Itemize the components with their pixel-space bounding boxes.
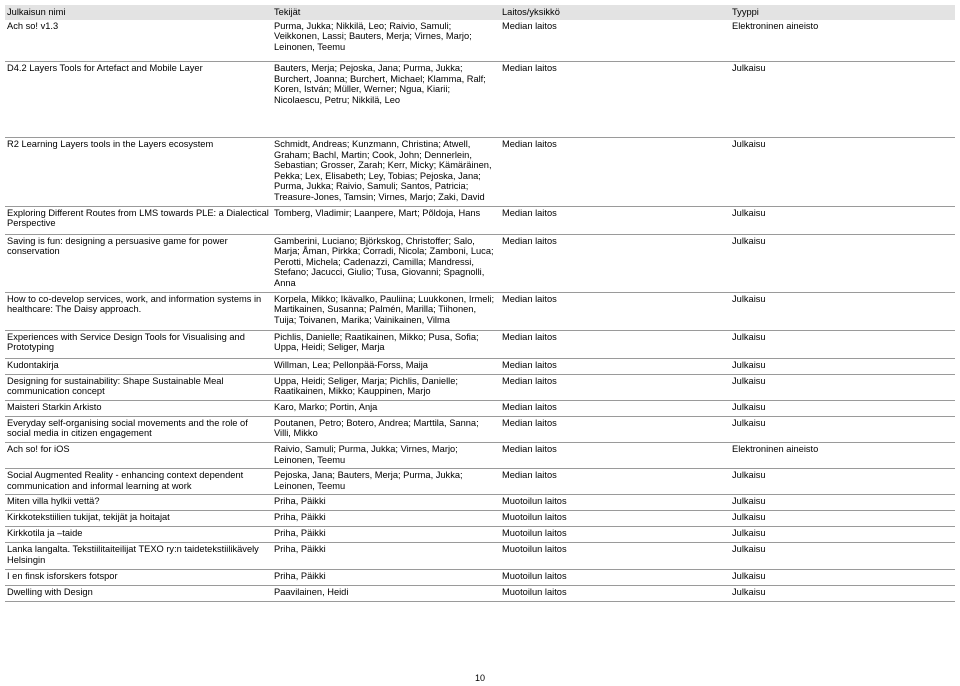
cell-title: Lanka langalta. Tekstiilitaiteilijat TEXO ry:n taidetekstiilikävely Helsingin bbox=[7, 544, 259, 565]
page-number: 10 bbox=[474, 673, 485, 683]
cell-unit: Median laitos bbox=[502, 444, 557, 455]
table-row bbox=[5, 234, 955, 292]
cell-type: Julkaisu bbox=[732, 586, 766, 597]
cell-title: Social Augmented Reality - enhancing context dependent communication and informal learning at work bbox=[7, 470, 244, 491]
cell-authors: Raivio, Samuli; Purma, Jukka; Virnes, Marjo; Leinonen, Teemu bbox=[274, 444, 458, 465]
cell-type: Julkaisu bbox=[732, 496, 766, 507]
cell-title: Kirkkotila ja –taide bbox=[7, 528, 83, 539]
cell-unit: Median laitos bbox=[502, 63, 557, 74]
cell-unit: Muotoilun laitos bbox=[502, 496, 567, 507]
cell-unit: Median laitos bbox=[502, 470, 557, 481]
table-body bbox=[5, 20, 955, 602]
cell-unit: Muotoilun laitos bbox=[502, 586, 567, 597]
cell-title: R2 Learning Layers tools in the Layers ecosystem bbox=[7, 139, 214, 150]
cell-title: Kirkkotekstiilien tukijat, tekijät ja hoitajat bbox=[7, 512, 170, 523]
cell-unit: Median laitos bbox=[502, 359, 557, 370]
cell-authors: Priha, Päikki bbox=[274, 512, 326, 523]
table-row bbox=[5, 585, 955, 601]
cell-title: Designing for sustainability: Shape Sustainable Meal communication concept bbox=[7, 375, 224, 397]
table-row bbox=[5, 469, 955, 495]
cell-authors: Tomberg, Vladimir; Laanpere, Mart; Põldoja, Hans bbox=[274, 207, 481, 218]
cell-type: Julkaisu bbox=[732, 470, 766, 481]
cell-unit: Muotoilun laitos bbox=[502, 512, 567, 523]
table-row bbox=[5, 292, 955, 330]
cell-unit: Muotoilun laitos bbox=[502, 570, 567, 581]
header-unit: Laitos/yksikkö bbox=[500, 5, 730, 20]
table-row bbox=[5, 374, 955, 400]
cell-authors: Priha, Päikki bbox=[274, 544, 326, 555]
cell-title: Ach so! for iOS bbox=[7, 444, 70, 455]
cell-type: Julkaisu bbox=[732, 235, 766, 246]
cell-title: Everyday self-organising social movements and the role of social media in citizen engagement bbox=[7, 417, 248, 439]
table-row bbox=[5, 527, 955, 543]
cell-unit: Median laitos bbox=[502, 417, 557, 428]
cell-unit: Median laitos bbox=[502, 139, 557, 150]
cell-unit: Median laitos bbox=[502, 401, 557, 412]
cell-type: Julkaisu bbox=[732, 512, 766, 523]
cell-unit: Muotoilun laitos bbox=[502, 544, 567, 555]
table-row bbox=[5, 495, 955, 511]
table-row bbox=[5, 20, 955, 62]
cell-type: Julkaisu bbox=[732, 359, 766, 370]
cell-type: Julkaisu bbox=[732, 63, 766, 74]
cell-title: Maisteri Starkin Arkisto bbox=[7, 401, 102, 412]
table-row bbox=[5, 400, 955, 416]
header-authors: Tekijät bbox=[272, 5, 500, 20]
cell-type: Julkaisu bbox=[732, 544, 766, 555]
publications-table bbox=[5, 5, 955, 602]
table-row bbox=[5, 543, 955, 569]
cell-authors: Willman, Lea; Pellonpää-Forss, Maija bbox=[274, 359, 428, 370]
cell-unit: Median laitos bbox=[502, 235, 557, 246]
cell-type: Julkaisu bbox=[732, 293, 766, 304]
cell-title: D4.2 Layers Tools for Artefact and Mobile Layer bbox=[7, 63, 203, 74]
cell-type: Elektroninen aineisto bbox=[732, 444, 819, 455]
cell-unit: Muotoilun laitos bbox=[502, 528, 567, 539]
cell-type: Julkaisu bbox=[732, 139, 766, 150]
cell-title: I en finsk isforskers fotspor bbox=[7, 570, 118, 581]
cell-authors: Gamberini, Luciano; Björkskog, Christoffer; Salo, Marja; Åman, Pirkka; Corradi, Nicola; Zamboni, Luca; Perotti, Michela; Cadenazzi, Camilla; Mandressi, Stefano; Jacucci, Giulio; Tusa, Giovanni; Spagnolli, Anna bbox=[274, 235, 494, 289]
cell-title: Saving is fun: designing a persuasive game for power conservation bbox=[7, 235, 228, 257]
table-row bbox=[5, 443, 955, 469]
cell-title: Kudontakirja bbox=[7, 359, 59, 370]
cell-authors: Bauters, Merja; Pejoska, Jana; Purma, Jukka; Burchert, Joanna; Burchert, Michael; Klamma, Ralf; Koren, István; Müller, Werner; Ngua, Kiarii; Nicolaescu, Petru; Nikkilä, Leo bbox=[274, 63, 486, 105]
cell-authors: Uppa, Heidi; Seliger, Marja; Pichlis, Danielle; Raatikainen, Mikko; Kauppinen, Marjo bbox=[274, 375, 458, 397]
cell-type: Julkaisu bbox=[732, 375, 766, 386]
cell-title: Exploring Different Routes from LMS towards PLE: a Dialectical Perspective bbox=[7, 207, 269, 229]
cell-authors: Priha, Päikki bbox=[274, 496, 326, 507]
cell-authors: Pejoska, Jana; Bauters, Merja; Purma, Jukka; Leinonen, Teemu bbox=[274, 470, 463, 491]
cell-authors: Priha, Päikki bbox=[274, 528, 326, 539]
header-type: Tyyppi bbox=[730, 5, 955, 20]
cell-unit: Median laitos bbox=[502, 331, 557, 342]
header-title: Julkaisun nimi bbox=[5, 5, 272, 20]
cell-title: Ach so! v1.3 bbox=[7, 20, 59, 31]
cell-type: Julkaisu bbox=[732, 331, 766, 342]
cell-unit: Median laitos bbox=[502, 293, 557, 304]
cell-unit: Median laitos bbox=[502, 20, 557, 31]
cell-title: Miten villa hylkii vettä? bbox=[7, 496, 100, 507]
cell-authors: Poutanen, Petro; Botero, Andrea; Marttila, Sanna; Villi, Mikko bbox=[274, 417, 479, 439]
header-row bbox=[5, 5, 955, 20]
table-row bbox=[5, 511, 955, 527]
table-row bbox=[5, 358, 955, 374]
cell-type: Julkaisu bbox=[732, 570, 766, 581]
table-row bbox=[5, 206, 955, 234]
cell-title: How to co-develop services, work, and information systems in healthcare: The Daisy approach. bbox=[7, 293, 262, 315]
table-row bbox=[5, 416, 955, 442]
cell-type: Julkaisu bbox=[732, 528, 766, 539]
cell-authors: Schmidt, Andreas; Kunzmann, Christina; Atwell, Graham; Bachl, Martin; Cook, John; Dennerlein, Sebastian; Grosser, Zarah; Kerr, Micky; Kämäräinen, Pekka; Lex, Elisabeth; Ley, Tobias; Pejoska, Jana; Purma, Jukka; Raivio, Samuli; Santos, Patricia; Treasure-Jones, Tamsin; Virnes, Marjo; Zaki, David bbox=[274, 139, 492, 203]
cell-unit: Median laitos bbox=[502, 207, 557, 218]
table-header bbox=[5, 5, 955, 20]
cell-type: Elektroninen aineisto bbox=[732, 20, 819, 31]
cell-type: Julkaisu bbox=[732, 417, 766, 428]
cell-title: Dwelling with Design bbox=[7, 586, 93, 597]
cell-authors: Pichlis, Danielle; Raatikainen, Mikko; Pusa, Sofia; Uppa, Heidi; Seliger, Marja bbox=[274, 331, 479, 353]
cell-type: Julkaisu bbox=[732, 401, 766, 412]
table-row bbox=[5, 138, 955, 207]
table-row bbox=[5, 62, 955, 138]
table-row bbox=[5, 569, 955, 585]
cell-authors: Priha, Päikki bbox=[274, 570, 326, 581]
cell-authors: Paavilainen, Heidi bbox=[274, 586, 349, 597]
cell-authors: Karo, Marko; Portin, Anja bbox=[274, 401, 378, 412]
cell-authors: Korpela, Mikko; Ikävalko, Pauliina; Luukkonen, Irmeli; Martikainen, Susanna; Palmén, Marilla; Tiihonen, Tuija; Toivanen, Marika; Vainikainen, Vilma bbox=[274, 293, 495, 325]
cell-title: Experiences with Service Design Tools for Visualising and Prototyping bbox=[7, 331, 245, 353]
cell-type: Julkaisu bbox=[732, 207, 766, 218]
cell-unit: Median laitos bbox=[502, 375, 557, 386]
table-row bbox=[5, 330, 955, 358]
cell-authors: Purma, Jukka; Nikkilä, Leo; Raivio, Samuli; Veikkonen, Lassi; Bauters, Merja; Virnes, Marjo; Leinonen, Teemu bbox=[274, 20, 472, 52]
